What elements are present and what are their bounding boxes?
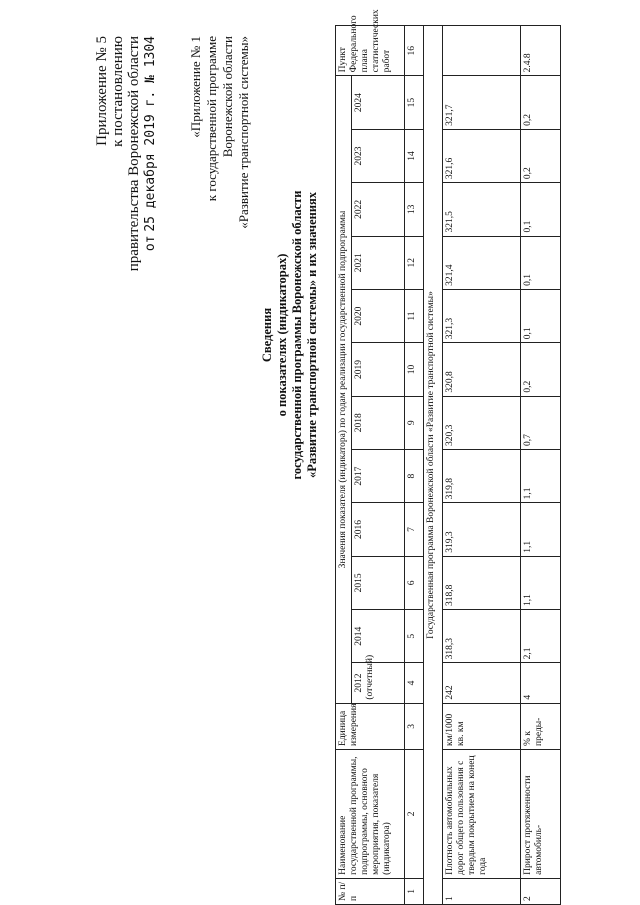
col-name-header: Наименование государственной программы, подпрограммы, основного мероприятия, показателя (индикатора) — [336, 749, 405, 878]
value-cell: 1,1 — [521, 503, 561, 556]
row-number: 1 — [443, 878, 521, 904]
column-number: 5 — [405, 610, 424, 663]
value-cell: 4 — [521, 663, 561, 703]
value-cell: 0,1 — [521, 289, 561, 342]
column-number: 8 — [405, 449, 424, 502]
header-line-2: к постановлению — [110, 36, 126, 147]
value-cell: 321,5 — [443, 183, 521, 236]
value-cell: 0,2 — [521, 129, 561, 182]
column-number: 7 — [405, 503, 424, 556]
indicator-name: Плотность автомобильных дорог общего пользования с твердым покрытием на конец года — [443, 749, 521, 878]
column-number: 14 — [405, 129, 424, 182]
year-cell: 2020 — [352, 289, 405, 342]
value-cell: 242 — [443, 663, 521, 703]
column-numbers-row — [405, 26, 424, 905]
column-number: 11 — [405, 289, 424, 342]
indicator-name: Прирост протяженности автомобиль- — [521, 749, 561, 878]
year-cell: 2012 (отчетный) — [352, 663, 405, 703]
value-cell: 0,1 — [521, 236, 561, 289]
value-cell: 321,7 — [443, 76, 521, 129]
column-number: 15 — [405, 76, 424, 129]
table-row — [443, 26, 521, 905]
header-date-line — [142, 36, 159, 296]
column-number: 1 — [405, 878, 424, 904]
value-cell: 0,1 — [521, 183, 561, 236]
column-number: 6 — [405, 556, 424, 609]
indicator-unit: % к преды- — [521, 703, 561, 749]
value-cell: 1,1 — [521, 556, 561, 609]
appendix-line-3: Воронежской области — [220, 36, 235, 158]
header-row — [336, 26, 352, 905]
value-cell: 0,7 — [521, 396, 561, 449]
title-line-1: Сведения — [260, 307, 274, 363]
document-title — [260, 185, 320, 485]
value-cell: 319,3 — [443, 503, 521, 556]
col-unit-header: Единица измерения — [336, 703, 405, 749]
appendix-line-1: «Приложение № 1 — [188, 36, 203, 138]
resolution-header — [94, 36, 159, 296]
title-line-4: «Развитие транспортной системы» и их значениях — [305, 191, 319, 479]
value-cell: 321,4 — [443, 236, 521, 289]
year-cell: 2016 — [352, 503, 405, 556]
value-cell: 318,3 — [443, 610, 521, 663]
year-cell: 2017 — [352, 449, 405, 502]
year-cell: 2014 — [352, 610, 405, 663]
column-number: 13 — [405, 183, 424, 236]
col-values-header: Значения показателя (индикатора) по годам реализации государственной подпрограммы — [336, 76, 352, 703]
value-cell: 2,1 — [521, 610, 561, 663]
header-line-1: Приложение № 5 — [94, 36, 110, 146]
column-number: 3 — [405, 703, 424, 749]
value-cell: 0,2 — [521, 343, 561, 396]
value-cell: 321,6 — [443, 129, 521, 182]
value-cell: 318,8 — [443, 556, 521, 609]
program-title: Государственная программа Воронежской области «Развитие транспортной системы» — [424, 26, 443, 905]
year-cell: 2015 — [352, 556, 405, 609]
value-cell: 321,3 — [443, 289, 521, 342]
date-prefix: от — [143, 235, 158, 252]
year-cell: 2023 — [352, 129, 405, 182]
appendix-line-2: к государственной программе — [204, 36, 219, 202]
appendix-line-4: «Развитие транспортной системы» — [236, 36, 251, 229]
column-number: 12 — [405, 236, 424, 289]
title-line-2: о показателях (индикаторах) — [275, 253, 289, 417]
column-number: 4 — [405, 663, 424, 703]
column-number: 10 — [405, 343, 424, 396]
resolution-date: 25 декабря 2019 г. № 1304 — [143, 36, 158, 232]
col-num-header: № п/п — [336, 878, 405, 904]
year-cell: 2021 — [352, 236, 405, 289]
value-cell: 0,2 — [521, 76, 561, 129]
table-row — [521, 26, 561, 905]
year-cell: 2019 — [352, 343, 405, 396]
year-cell: 2018 — [352, 396, 405, 449]
indicators-table — [335, 9, 561, 905]
indicator-unit: км/1000 кв. км — [443, 703, 521, 749]
value-cell: 1,1 — [521, 449, 561, 502]
plan-cell — [443, 26, 521, 76]
value-cell: 320,8 — [443, 343, 521, 396]
plan-cell: 2.4.8 — [521, 26, 561, 76]
title-line-3: государственной программы Воронежской области — [290, 190, 304, 480]
column-number: 2 — [405, 749, 424, 878]
year-cell: 2022 — [352, 183, 405, 236]
column-number: 9 — [405, 396, 424, 449]
header-line-3: правительства Воронежской области — [126, 36, 142, 272]
column-number: 16 — [405, 26, 424, 76]
appendix-header — [188, 36, 252, 296]
value-cell: 320,3 — [443, 396, 521, 449]
value-cell: 319,8 — [443, 449, 521, 502]
col-plan-header: Пункт Федерального плана статистических работ — [336, 26, 405, 76]
program-row — [424, 26, 443, 905]
year-cell: 2024 — [352, 76, 405, 129]
row-number: 2 — [521, 878, 561, 904]
